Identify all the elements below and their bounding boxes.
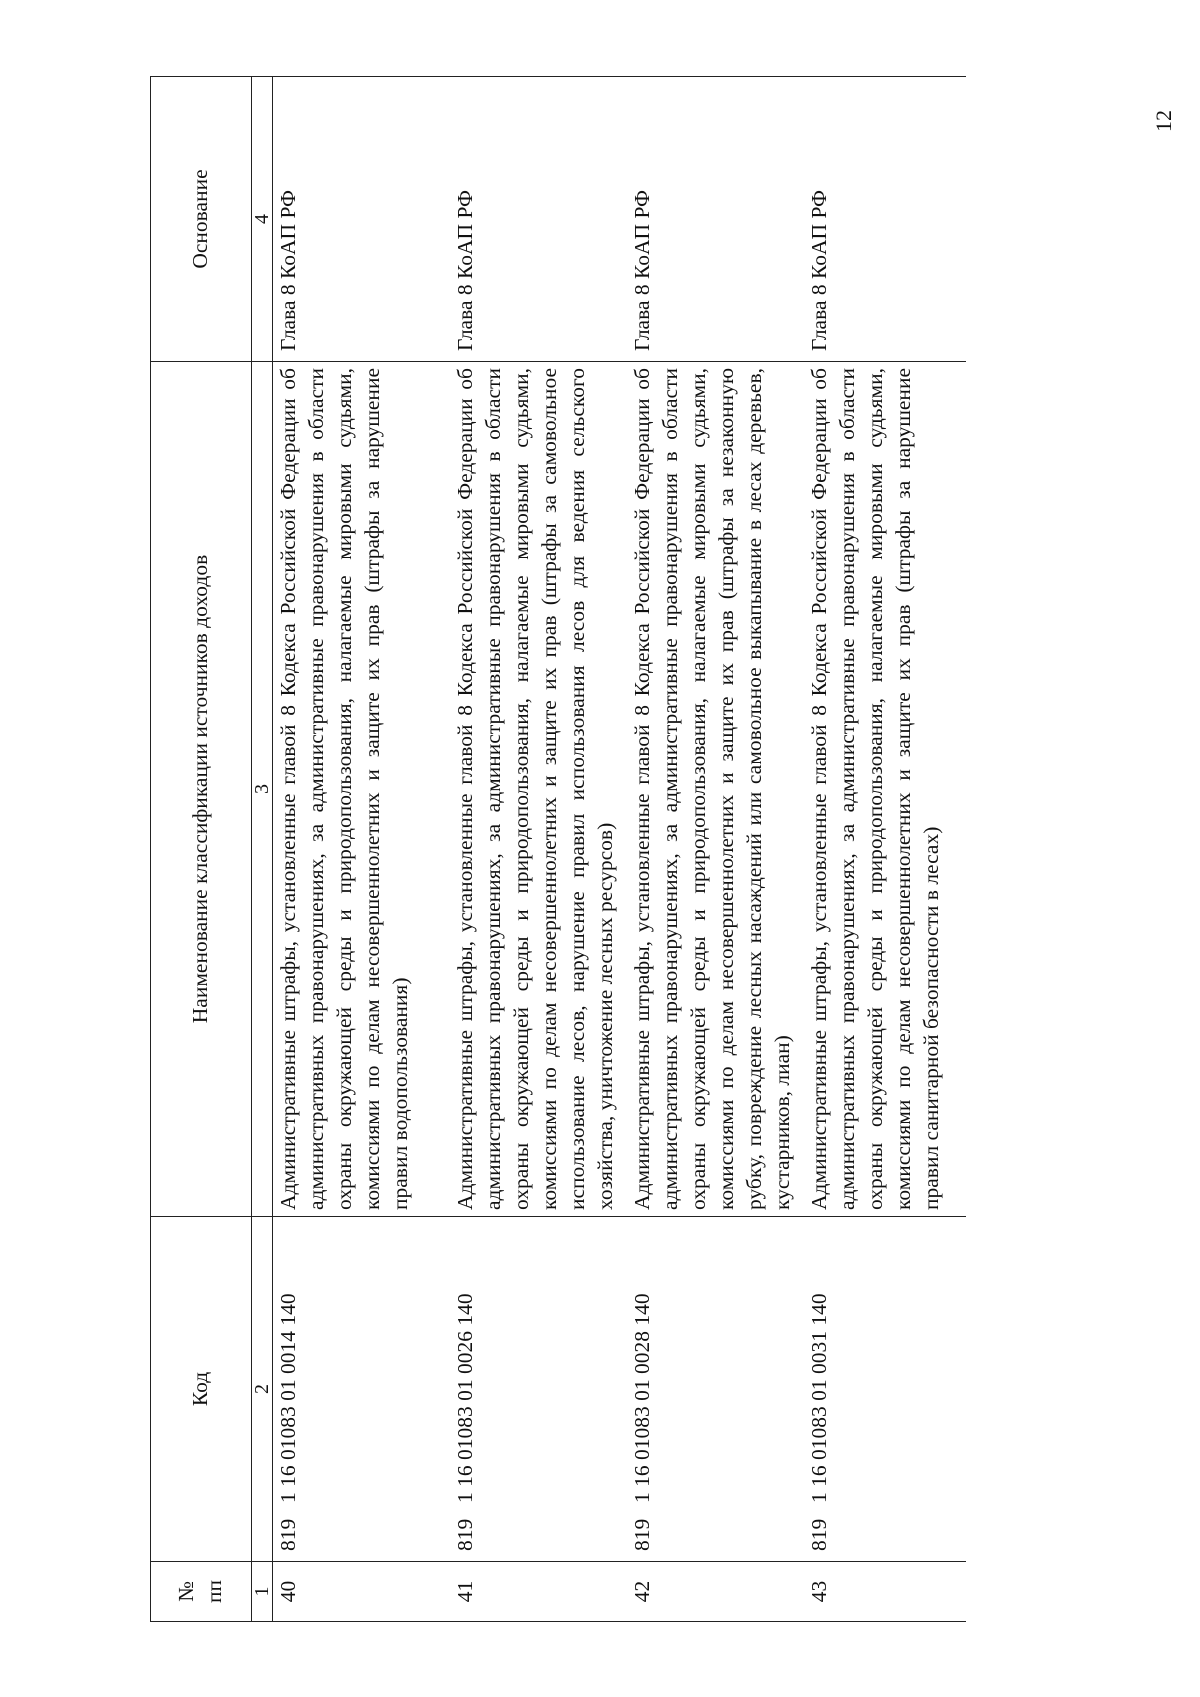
income-code: 1 16 01083 01 0031 140: [807, 1293, 831, 1503]
income-code: 1 16 01083 01 0026 140: [453, 1293, 477, 1503]
row-name: Административные штрафы, установленные главой 8 Кодекса Российской Федерации об административных правонарушениях, за административные правонарушения в области охраны окружающей среды и природопользования, налагаемые мировыми судьями, комиссиями по делам несовершеннолетних и защите их прав (штрафы за незаконную рубку, повреждение лесных насаждений или самовольное выкапывание в лесах деревьев, кустарников, лиан): [627, 362, 804, 1217]
table-row: [273, 77, 451, 1622]
row-number: 42: [627, 1562, 804, 1622]
table-header-row: [151, 77, 252, 1622]
income-classification-table: [150, 76, 966, 1622]
header-number: № пп: [151, 1562, 252, 1622]
column-index: 4: [252, 77, 273, 362]
row-number: 40: [273, 1562, 451, 1622]
row-basis: Глава 8 КоАП РФ: [804, 77, 966, 362]
table-row: [450, 77, 627, 1622]
header-code: Код: [151, 1217, 252, 1562]
page-number: 12: [1151, 110, 1176, 132]
header-basis: Основание: [151, 77, 252, 362]
admin-code: 819: [453, 1518, 477, 1551]
table-row: [804, 77, 966, 1622]
income-code: 1 16 01083 01 0028 140: [630, 1293, 654, 1503]
table-row: [627, 77, 804, 1622]
row-basis: Глава 8 КоАП РФ: [627, 77, 804, 362]
column-index: 1: [252, 1562, 273, 1622]
admin-code: 819: [276, 1518, 300, 1551]
column-index: 3: [252, 362, 273, 1217]
row-code-cell: [273, 1217, 451, 1562]
admin-code: 819: [630, 1518, 654, 1551]
row-name: Административные штрафы, установленные главой 8 Кодекса Российской Федерации об административных правонарушениях, за административные правонарушения в области охраны окружающей среды и природопользования, налагаемые мировыми судьями, комиссиями по делам несовершеннолетних и защите их прав (штрафы за самовольное использование лесов, нарушение правил использования лесов для ведения сельского хозяйства, уничтожение лесных ресурсов): [450, 362, 627, 1217]
column-index: 2: [252, 1217, 273, 1562]
row-number: 43: [804, 1562, 966, 1622]
row-code-cell: [450, 1217, 627, 1562]
admin-code: 819: [807, 1518, 831, 1551]
row-code-cell: [627, 1217, 804, 1562]
column-index-row: [252, 77, 273, 1622]
row-number: 41: [450, 1562, 627, 1622]
row-basis: Глава 8 КоАП РФ: [450, 77, 627, 362]
row-name: Административные штрафы, установленные главой 8 Кодекса Российской Федерации об административных правонарушениях, за административные правонарушения в области охраны окружающей среды и природопользования, налагаемые мировыми судьями, комиссиями по делам несовершеннолетних и защите их прав (штрафы за нарушение правил санитарной безопасности в лесах): [804, 362, 966, 1217]
rotated-page-content: [150, 77, 1080, 1622]
row-name: Административные штрафы, установленные главой 8 Кодекса Российской Федерации об административных правонарушениях, за административные правонарушения в области охраны окружающей среды и природопользования, налагаемые мировыми судьями, комиссиями по делам несовершеннолетних и защите их прав (штрафы за нарушение правил водопользования): [273, 362, 451, 1217]
income-code: 1 16 01083 01 0014 140: [276, 1293, 300, 1503]
header-name: Наименование классификации источников доходов: [151, 362, 252, 1217]
row-code-cell: [804, 1217, 966, 1562]
row-basis: Глава 8 КоАП РФ: [273, 77, 451, 362]
